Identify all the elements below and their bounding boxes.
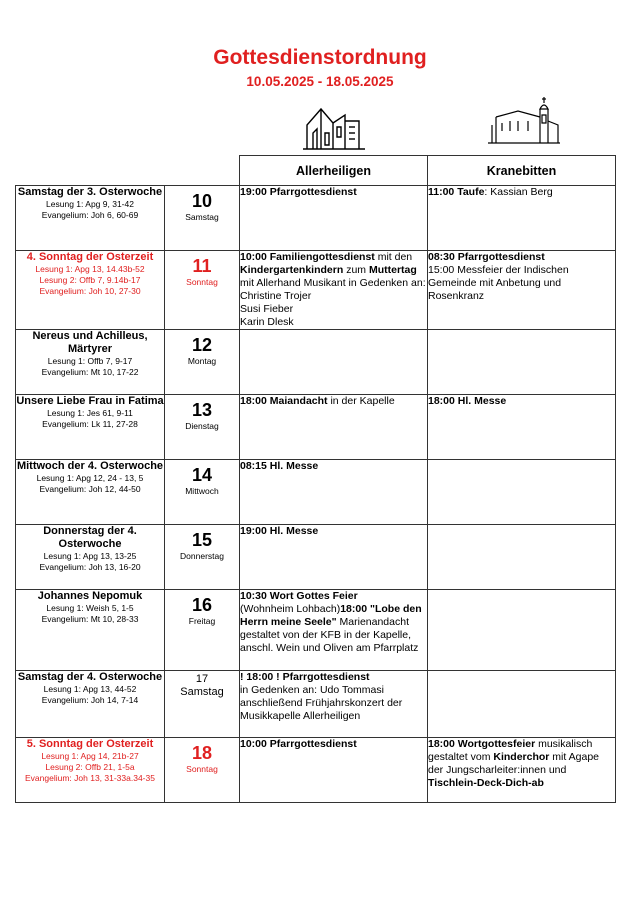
service-highlight: ! 18:00 ! Pfarrgottesdienst bbox=[240, 671, 370, 683]
kranebitten-service-cell bbox=[428, 251, 616, 330]
date-cell bbox=[165, 738, 240, 803]
weekday-label: Sonntag bbox=[186, 764, 218, 774]
weekday-label: Mittwoch bbox=[185, 486, 219, 496]
day-number: 17 bbox=[195, 673, 209, 685]
header-blank-date bbox=[165, 156, 240, 186]
liturgical-day-name: 4. Sonntag der Osterzeit bbox=[26, 251, 154, 263]
day-number: 13 bbox=[191, 400, 213, 420]
service-highlight: 11:00 Taufe bbox=[428, 186, 485, 198]
allerheiligen-service-cell bbox=[240, 590, 428, 671]
reading-line: Lesung 1: Apg 13, 14.43b-52 bbox=[35, 264, 145, 274]
liturgical-day-name: Mittwoch der 4. Osterwoche bbox=[16, 460, 164, 472]
reading-line: Evangelium: Joh 12, 44-50 bbox=[39, 484, 141, 494]
liturgical-day-name: Johannes Nepomuk bbox=[37, 590, 143, 602]
reading-line: Lesung 1: Apg 13, 13-25 bbox=[43, 551, 137, 561]
day-number: 15 bbox=[191, 530, 213, 550]
column-header-kranebitten: Kranebitten bbox=[428, 156, 616, 186]
reading-line: Lesung 1: Offb 7, 9-17 bbox=[47, 356, 133, 366]
table-row bbox=[16, 738, 616, 803]
header-blank bbox=[16, 156, 165, 186]
page-title: Gottesdienstordnung bbox=[213, 46, 427, 69]
service-highlight: 08:15 Hl. Messe bbox=[240, 460, 319, 472]
liturgical-day-name: Nereus und Achilleus, Märtyrer bbox=[32, 330, 148, 355]
allerheiligen-service-cell bbox=[240, 395, 428, 460]
date-cell bbox=[165, 251, 240, 330]
date-cell bbox=[165, 671, 240, 738]
service-highlight: 10:00 Pfarrgottesdienst bbox=[240, 738, 357, 750]
service-text: musikalisch gestaltet vom bbox=[428, 738, 593, 763]
allerheiligen-service-cell bbox=[240, 251, 428, 330]
kranebitten-service-cell bbox=[428, 395, 616, 460]
service-text: Susi Fieber bbox=[240, 303, 294, 315]
service-highlight: 18:00 "Lobe den Herrn meine Seele" bbox=[240, 603, 422, 628]
day-number: 12 bbox=[191, 335, 213, 355]
table-row bbox=[16, 330, 616, 395]
day-number: 18 bbox=[191, 743, 213, 763]
table-row bbox=[16, 590, 616, 671]
service-text: in der Kapelle bbox=[327, 395, 395, 407]
day-number: 10 bbox=[191, 191, 213, 211]
column-header-allerheiligen: Allerheiligen bbox=[240, 156, 428, 186]
reading-line: Evangelium: Lk 11, 27-28 bbox=[42, 419, 138, 429]
service-text: : Kassian Berg bbox=[484, 186, 553, 198]
weekday-label: Freitag bbox=[188, 616, 216, 626]
allerheiligen-service-cell bbox=[240, 330, 428, 395]
service-text: Marienandacht gestaltet von der KFB in der Kapelle, anschl. Wein und Oliven am Pfarrplatz bbox=[240, 616, 419, 654]
service-text: 15:00 Messfeier der Indischen Gemeinde mit Anbetung und Rosenkranz bbox=[428, 264, 569, 302]
day-number: 16 bbox=[191, 595, 213, 615]
kranebitten-service-cell bbox=[428, 525, 616, 590]
reading-line: Lesung 1: Jes 61, 9-11 bbox=[47, 408, 133, 418]
reading-line: Evangelium: Joh 14, 7-14 bbox=[41, 695, 139, 705]
date-range: 10.05.2025 - 18.05.2025 bbox=[246, 74, 394, 89]
weekday-label: Samstag bbox=[185, 212, 219, 222]
date-cell bbox=[165, 590, 240, 671]
reading-line: Lesung 1: Weish 5, 1-5 bbox=[46, 603, 134, 613]
liturgical-day-name: Samstag der 3. Osterwoche bbox=[17, 186, 163, 198]
service-highlight: Kinderchor bbox=[493, 751, 550, 763]
allerheiligen-service-cell bbox=[240, 186, 428, 251]
allerheiligen-service-cell bbox=[240, 525, 428, 590]
service-text: mit Allerhand Musikant in Gedenken an: Christine Trojer bbox=[240, 277, 426, 302]
service-text: zum bbox=[343, 264, 369, 276]
liturgical-day-cell bbox=[16, 460, 165, 525]
kranebitten-service-cell bbox=[428, 186, 616, 251]
reading-line: Evangelium: Mt 10, 28-33 bbox=[41, 614, 139, 624]
day-number: 11 bbox=[192, 256, 212, 276]
service-text: in Gedenken an: Udo Tommasi anschließend Frühjahrskonzert der Musikkapelle Allerheiligen bbox=[240, 684, 403, 722]
service-highlight: Tischlein-Deck-Dich-ab bbox=[428, 777, 544, 789]
service-text: mit den bbox=[374, 251, 413, 263]
liturgical-day-cell bbox=[16, 251, 165, 330]
reading-line: Evangelium: Joh 10, 27-30 bbox=[39, 286, 141, 296]
table-row bbox=[16, 525, 616, 590]
liturgical-day-cell bbox=[16, 671, 165, 738]
kranebitten-service-cell bbox=[428, 590, 616, 671]
weekday-label: Samstag bbox=[180, 686, 224, 698]
service-highlight: 18:00 Maiandacht bbox=[240, 395, 328, 407]
service-highlight: Kindergartenkindern bbox=[240, 264, 344, 276]
reading-line: Lesung 1: Apg 13, 44-52 bbox=[43, 684, 137, 694]
service-highlight: 19:00 Pfarrgottesdienst bbox=[240, 186, 357, 198]
allerheiligen-service-cell bbox=[240, 671, 428, 738]
table-row bbox=[16, 251, 616, 330]
liturgical-day-cell bbox=[16, 186, 165, 251]
kranebitten-service-cell bbox=[428, 460, 616, 525]
day-number: 14 bbox=[191, 465, 213, 485]
table-row bbox=[16, 186, 616, 251]
liturgical-day-cell bbox=[16, 525, 165, 590]
liturgical-day-name: Donnerstag der 4. Osterwoche bbox=[43, 525, 137, 550]
reading-line: Lesung 1: Apg 14, 21b-27 bbox=[41, 751, 139, 761]
service-text: mit Agape der Jungscharleiter:innen und bbox=[428, 751, 600, 776]
service-highlight: 10:30 Wort Gottes Feier bbox=[240, 590, 358, 602]
allerheiligen-service-cell bbox=[240, 460, 428, 525]
service-highlight: 18:00 Wortgottesfeier bbox=[428, 738, 536, 750]
liturgical-day-name: Samstag der 4. Osterwoche bbox=[17, 671, 163, 683]
reading-line: Lesung 2: Offb 21, 1-5a bbox=[45, 762, 135, 772]
kranebitten-service-cell bbox=[428, 330, 616, 395]
weekday-label: Sonntag bbox=[186, 277, 218, 287]
service-text: (Wohnheim Lohbach) bbox=[240, 603, 341, 615]
table-row bbox=[16, 395, 616, 460]
liturgical-day-cell bbox=[16, 395, 165, 460]
service-text: Karin Dlesk bbox=[240, 316, 294, 328]
liturgical-day-cell bbox=[16, 330, 165, 395]
weekday-label: Donnerstag bbox=[180, 551, 224, 561]
date-cell bbox=[165, 186, 240, 251]
reading-line: Lesung 2: Offb 7, 9.14b-17 bbox=[39, 275, 141, 285]
reading-line: Evangelium: Mt 10, 17-22 bbox=[41, 367, 139, 377]
date-cell bbox=[165, 330, 240, 395]
date-cell bbox=[165, 395, 240, 460]
church-kranebitten-icon bbox=[488, 95, 560, 147]
reading-line: Lesung 1: Apg 9, 31-42 bbox=[46, 199, 134, 209]
service-highlight: 18:00 Hl. Messe bbox=[428, 395, 507, 407]
service-highlight: 10:00 Familiengottesdienst bbox=[240, 251, 375, 263]
table-row bbox=[16, 671, 616, 738]
service-schedule-table bbox=[15, 155, 616, 803]
table-row bbox=[16, 460, 616, 525]
liturgical-day-cell bbox=[16, 738, 165, 803]
service-highlight: Muttertag bbox=[368, 264, 417, 276]
liturgical-day-name: 5. Sonntag der Osterzeit bbox=[26, 738, 154, 750]
date-cell bbox=[165, 460, 240, 525]
kranebitten-service-cell bbox=[428, 738, 616, 803]
allerheiligen-service-cell bbox=[240, 738, 428, 803]
kranebitten-service-cell bbox=[428, 671, 616, 738]
weekday-label: Montag bbox=[187, 356, 217, 366]
reading-line: Evangelium: Joh 13, 16-20 bbox=[39, 562, 141, 572]
weekday-label: Dienstag bbox=[185, 421, 219, 431]
service-highlight: 08:30 Pfarrgottesdienst bbox=[428, 251, 545, 263]
service-highlight: 19:00 Hl. Messe bbox=[240, 525, 319, 537]
liturgical-day-cell bbox=[16, 590, 165, 671]
reading-line: Evangelium: Joh 6, 60-69 bbox=[41, 210, 139, 220]
reading-line: Evangelium: Joh 13, 31-33a.34-35 bbox=[25, 773, 155, 783]
liturgical-day-name: Unsere Liebe Frau in Fatima bbox=[16, 395, 164, 407]
church-allerheiligen-icon bbox=[303, 103, 365, 151]
reading-line: Lesung 1: Apg 12, 24 - 13, 5 bbox=[36, 473, 144, 483]
date-cell bbox=[165, 525, 240, 590]
